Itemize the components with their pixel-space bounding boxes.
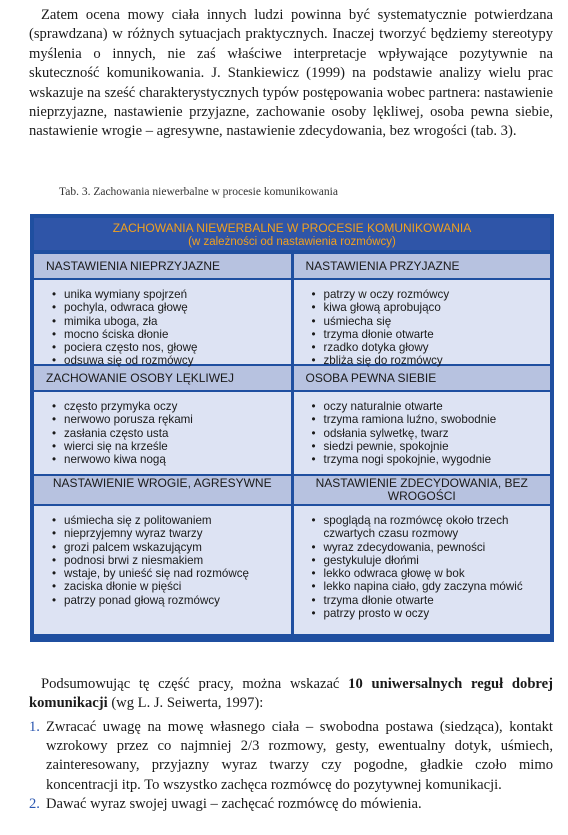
rule-number: 2. bbox=[29, 795, 40, 812]
behaviour-item: • gestykuluje dłońmi bbox=[324, 554, 545, 567]
table-subtitle: (w zależności od nastawienia rozmówcy) bbox=[188, 236, 396, 248]
rule-item bbox=[29, 718, 553, 795]
behaviour-item: • zaciska dłonie w pięści bbox=[64, 580, 285, 593]
summary-paragraph bbox=[29, 675, 553, 713]
table-grid bbox=[34, 254, 550, 634]
behaviour-item: • grozi palcem wskazującym bbox=[64, 541, 285, 554]
behaviour-list bbox=[50, 514, 285, 607]
behaviour-item: • uśmiecha się bbox=[324, 315, 545, 328]
behaviour-item: • pochyla, odwraca głowę bbox=[64, 301, 285, 314]
behaviour-item: • patrzy w oczy rozmówcy bbox=[324, 288, 545, 301]
summary-bold: 10 uniwersalnych reguł dobrej komunikacji bbox=[29, 676, 553, 712]
section-header-right: NASTAWIENIE ZDECYDOWANIA, BEZ WROGOŚCI bbox=[294, 476, 551, 504]
behaviour-item: • patrzy ponad głową rozmówcy bbox=[64, 594, 285, 607]
behaviour-item: • odsłania sylwetkę, twarz bbox=[324, 427, 545, 440]
section-body-left bbox=[34, 506, 291, 634]
behaviour-item: • unika wymiany spojrzeń bbox=[64, 288, 285, 301]
section-header-left: NASTAWIENIE WROGIE, AGRESYWNE bbox=[34, 476, 291, 504]
section-body-left bbox=[34, 392, 291, 474]
behaviour-list bbox=[310, 514, 545, 620]
behaviour-item: • trzyma nogi spokojnie, wygodnie bbox=[324, 453, 545, 466]
behaviour-item: • nieprzyjemny wyraz twarzy bbox=[64, 527, 285, 540]
behaviour-item: • lekko napina ciało, gdy zaczyna mówić bbox=[324, 580, 545, 593]
table-header bbox=[34, 218, 550, 250]
section-body-right bbox=[294, 392, 551, 474]
behaviour-item: • zasłania często usta bbox=[64, 427, 285, 440]
behaviour-item: • wyraz zdecydowania, pewności bbox=[324, 541, 545, 554]
behaviour-item: • odsuwa się od rozmówcy bbox=[64, 354, 285, 367]
behaviour-item: • spoglądą na rozmówcę około trzech czwartych czasu rozmowy bbox=[324, 514, 545, 541]
behaviour-item: • mocno ściska dłonie bbox=[64, 328, 285, 341]
section-header-left: ZACHOWANIE OSOBY LĘKLIWEJ bbox=[34, 366, 291, 390]
behaviour-item: • trzyma dłonie otwarte bbox=[324, 328, 545, 341]
behaviour-item: • kiwa głową aprobująco bbox=[324, 301, 545, 314]
table-caption: Tab. 3. Zachowania niewerbalne w procesie komunikowania bbox=[59, 186, 338, 198]
behaviour-item: • nerwowo porusza rękami bbox=[64, 413, 285, 426]
section-body-left bbox=[34, 280, 291, 368]
behaviour-item: • patrzy prosto w oczy bbox=[324, 607, 545, 620]
section-header-left: NASTAWIENIA NIEPRZYJAZNE bbox=[34, 254, 291, 278]
summary-text-after: (wg L. J. Seiwerta, 1997): bbox=[107, 695, 264, 712]
table-title: ZACHOWANIA NIEWERBALNE W PROCESIE KOMUNIKOWANIA bbox=[112, 221, 472, 235]
behaviour-list bbox=[50, 288, 285, 368]
behaviour-list bbox=[310, 400, 545, 466]
behaviour-item: • pociera często nos, głowę bbox=[64, 341, 285, 354]
behaviour-item: • trzyma dłonie otwarte bbox=[324, 594, 545, 607]
behaviour-item: • zbliża się do rozmówcy bbox=[324, 354, 545, 367]
section-body-right bbox=[294, 280, 551, 368]
rule-number: 1. bbox=[29, 719, 40, 735]
section-header-right: NASTAWIENIA PRZYJAZNE bbox=[294, 254, 551, 278]
behaviour-item: • rzadko dotyka głowy bbox=[324, 341, 545, 354]
intro-paragraph: Zatem ocena mowy ciała innych ludzi powinna być systematycznie potwierdzana (sprawdzana) w różnych sytuacjach praktycznych. Inaczej tworzyć będziemy stereotypy myślenia o innych, nie zaś właściwe interpretacje wpływające pozytywnie na skuteczność komunikowania. J. Stankiewicz (1999) na podstawie analizy wielu prac wskazuje na sześć charakterystycznych typów postępowania wobec partnera: nastawienie nieprzyjazne, nastawienie przyjazne, zachowanie osoby lękliwej, osoba pewna siebie, nastawienie wrogie – agresywne, nastawienie zdecydowania, bez wrogości (tab. 3). bbox=[29, 7, 553, 140]
behaviour-list bbox=[50, 400, 285, 466]
rules-list bbox=[29, 718, 553, 814]
behaviour-item: • wierci się na krześle bbox=[64, 440, 285, 453]
nonverbal-behaviour-table bbox=[30, 214, 554, 642]
rule-item bbox=[29, 795, 553, 814]
behaviour-item: • nerwowo kiwa nogą bbox=[64, 453, 285, 466]
behaviour-item: • wstaje, by unieść się nad rozmówcę bbox=[64, 567, 285, 580]
behaviour-item: • trzyma ramiona luźno, swobodnie bbox=[324, 413, 545, 426]
rule-text: Dawać wyraz swojej uwagi – zachęcać rozmówcę do mówienia. bbox=[46, 795, 422, 812]
rule-text: Zwracać uwagę na mowę własnego ciała – swobodna postawa (siedząca), kontakt wzrokowy przez co najmniej 2/3 rozmowy, gesty, ewentualny dotyk, uśmiech, zainteresowany, przyjazny wyraz twarzy czy pogodne, gładkie czoło mimo koncentracji itp. To wszystko zachęca rozmówcę do pozytywnej komunikacji. bbox=[46, 719, 553, 793]
behaviour-item: • mimika uboga, zła bbox=[64, 315, 285, 328]
behaviour-item: • oczy naturalnie otwarte bbox=[324, 400, 545, 413]
section-body-right bbox=[294, 506, 551, 634]
section-header-right: OSOBA PEWNA SIEBIE bbox=[294, 366, 551, 390]
behaviour-item: • lekko odwraca głowę w bok bbox=[324, 567, 545, 580]
behaviour-item: • uśmiecha się z politowaniem bbox=[64, 514, 285, 527]
summary-text-before: Podsumowując tę część pracy, można wskazać bbox=[41, 676, 349, 692]
behaviour-item: • często przymyka oczy bbox=[64, 400, 285, 413]
behaviour-list bbox=[310, 288, 545, 368]
behaviour-item: • podnosi brwi z niesmakiem bbox=[64, 554, 285, 567]
behaviour-item: • siedzi pewnie, spokojnie bbox=[324, 440, 545, 453]
